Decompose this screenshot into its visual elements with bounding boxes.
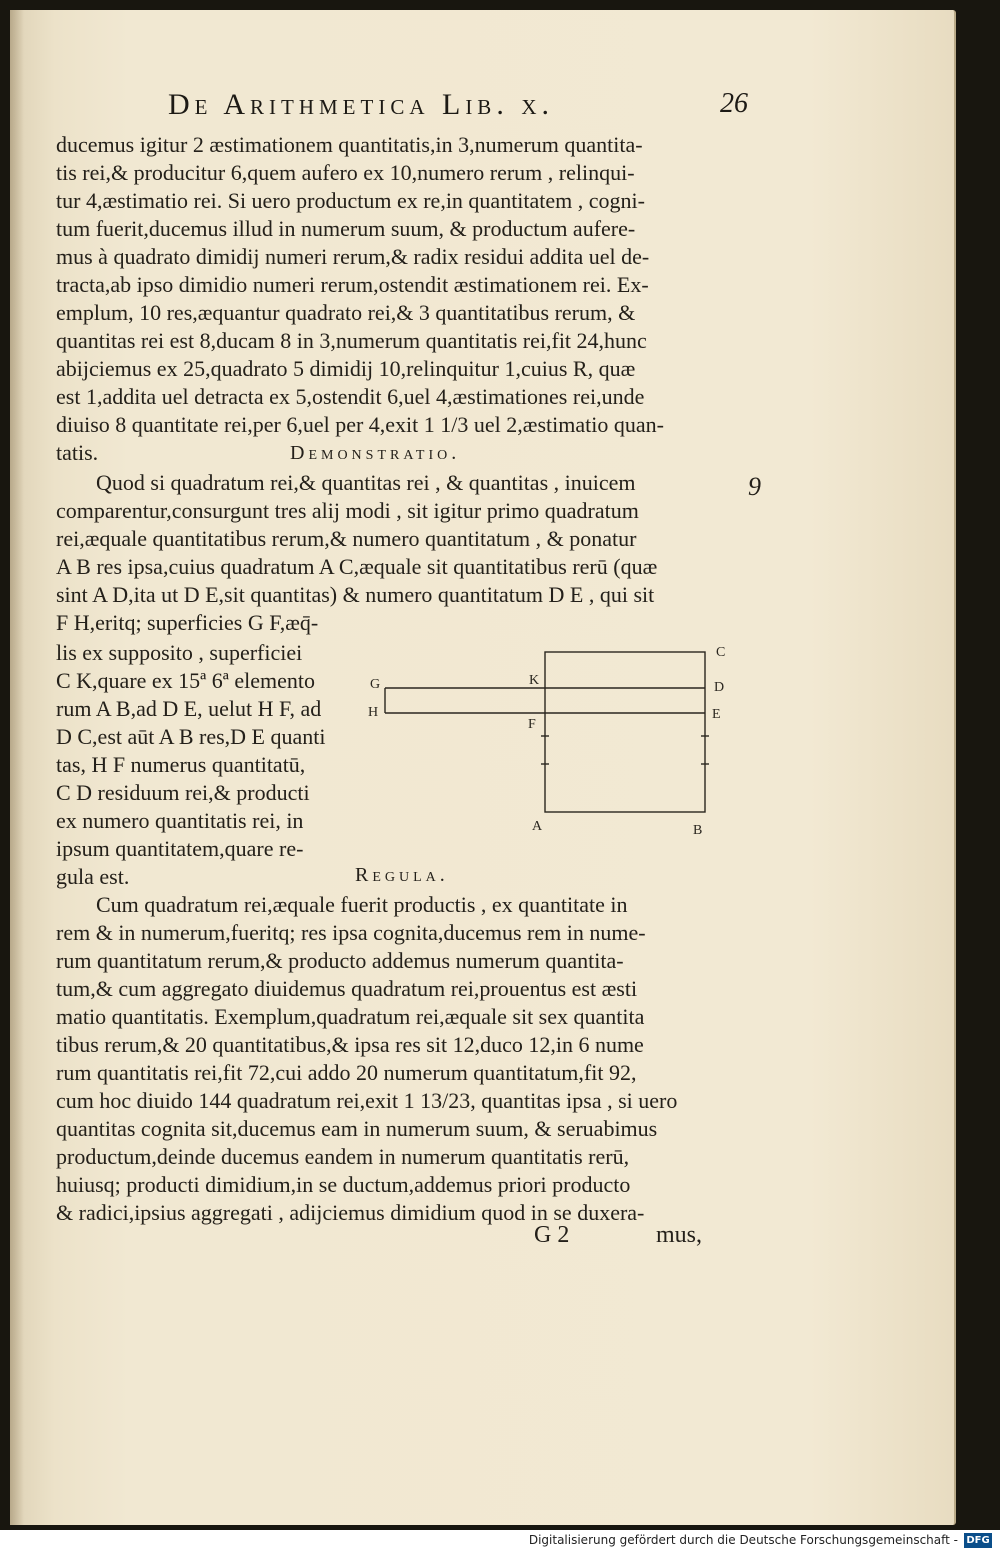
text-line: tracta,ab ipso dimidio numeri rerum,ostendit æstimationem rei. Ex- bbox=[56, 272, 649, 297]
text-line: huiusq; producti dimidium,in se ductum,addemus priori producto bbox=[56, 1172, 631, 1197]
funding-note: Digitalisierung gefördert durch die Deutsche Forschungsgemeinschaft - bbox=[528, 1533, 958, 1547]
text-line: tur 4,æstimatio rei. Si uero productum ex re,in quantitatem , cogni- bbox=[56, 188, 645, 213]
label-f: F bbox=[528, 717, 536, 732]
text-line: gula est. bbox=[56, 864, 130, 889]
text-line: sint A D,ita ut D E,sit quantitas) & numero quantitatum D E , qui sit bbox=[56, 582, 655, 607]
text-line: & radici,ipsius aggregati , adijciemus dimidium quod in se duxera- bbox=[56, 1200, 645, 1225]
text-line: C K,quare ex 15ª 6ª elemento bbox=[56, 668, 315, 693]
catchword: mus, bbox=[656, 1222, 703, 1248]
margin-number: 9 bbox=[748, 472, 761, 501]
text-line: tas, H F numerus quantitatū, bbox=[56, 752, 306, 777]
text-line: rum quantitatis rei,fit 72,cui addo 20 numerum quantitatum,fit 92, bbox=[56, 1060, 637, 1085]
text-line: cum hoc diuido 144 quadratum rei,exit 1 13/23, quantitas ipsa , si uero bbox=[56, 1088, 678, 1113]
text-line: est 1,addita uel detracta ex 5,ostendit 6,uel 4,æstimationes rei,unde bbox=[56, 384, 645, 409]
label-e: E bbox=[712, 707, 721, 722]
label-h: H bbox=[368, 705, 379, 720]
text-line: ipsum quantitatem,quare re- bbox=[56, 836, 304, 861]
dfg-logo: DFG bbox=[964, 1533, 992, 1548]
text-line: F H,eritq; superficies G F,æq̄- bbox=[56, 610, 319, 635]
page-header bbox=[168, 88, 748, 124]
text-line: Quod si quadratum rei,& quantitas rei , & quantitas , inuicem bbox=[96, 470, 636, 495]
text-line: rum A B,ad D E, uelut H F, ad bbox=[56, 696, 322, 721]
section-heading-regula: Regula. bbox=[355, 864, 449, 886]
text-line: diuiso 8 quantitate rei,per 6,uel per 4,exit 1 1/3 uel 2,æstimatio quan- bbox=[56, 412, 664, 437]
text-line: emplum, 10 res,æquantur quadrato rei,& 3 quantitatibus rerum, & bbox=[56, 300, 636, 325]
square-ac bbox=[545, 652, 705, 812]
label-g: G bbox=[370, 677, 381, 692]
text-line: mus à quadrato dimidij numeri rerum,& radix residui addita uel de- bbox=[56, 244, 650, 269]
text-line: A B res ipsa,cuius quadratum A C,æquale sit quantitatibus rerū (quæ bbox=[56, 554, 658, 579]
text-line: rei,æquale quantitatibus rerum,& numero quantitatum , & ponatur bbox=[56, 526, 637, 551]
text-line: D C,est aūt A B res,D E quanti bbox=[56, 724, 326, 749]
label-a: A bbox=[532, 819, 543, 834]
running-head: De Arithmetica Lib. x. bbox=[168, 88, 554, 121]
label-b: B bbox=[693, 823, 703, 838]
text-line: tibus rerum,& 20 quantitatibus,& ipsa res sit 12,duco 12,in 6 nume bbox=[56, 1032, 644, 1057]
text-line: ducemus igitur 2 æstimationem quantitatis,in 3,numerum quantita- bbox=[56, 132, 643, 157]
folio-number: 26 bbox=[720, 88, 748, 119]
text-line: Cum quadratum rei,æquale fuerit productis , ex quantitate in bbox=[96, 892, 628, 917]
geometric-diagram bbox=[360, 636, 760, 846]
text-line: quantitas rei est 8,ducam 8 in 3,numerum quantitatis rei,fit 24,hunc bbox=[56, 328, 647, 353]
text-line: lis ex supposito , superficiei bbox=[56, 640, 303, 665]
funding-footer bbox=[0, 1530, 1000, 1552]
text-line: rum quantitatum rerum,& producto addemus numerum quantita- bbox=[56, 948, 624, 973]
text-line: tis rei,& producitur 6,quem aufero ex 10,numero rerum , relinqui- bbox=[56, 160, 635, 185]
text-line: quantitas cognita sit,ducemus eam in numerum suum, & seruabimus bbox=[56, 1116, 658, 1141]
label-c: C bbox=[716, 645, 726, 660]
text-line: C D residuum rei,& producti bbox=[56, 780, 310, 805]
text-line: tum,& cum aggregato diuidemus quadratum rei,prouentus est æsti bbox=[56, 976, 638, 1001]
section-heading-demonstratio: Demonstratio. bbox=[290, 442, 461, 464]
text-line: tatis. bbox=[56, 440, 99, 465]
label-k: K bbox=[529, 673, 540, 688]
signature-mark: G 2 bbox=[534, 1222, 570, 1248]
text-line: matio quantitatis. Exemplum,quadratum rei,æquale sit sex quantita bbox=[56, 1004, 645, 1029]
text-line: productum,deinde ducemus eandem in numerum quantitatis rerū, bbox=[56, 1144, 630, 1169]
label-d: D bbox=[714, 680, 725, 695]
text-line: comparentur,consurgunt tres alij modi , sit igitur primo quadratum bbox=[56, 498, 639, 523]
text-line: abijciemus ex 25,quadrato 5 dimidij 10,relinquitur 1,cuius R, quæ bbox=[56, 356, 636, 381]
text-line: ex numero quantitatis rei, in bbox=[56, 808, 304, 833]
text-line: rem & in numerum,fueritq; res ipsa cognita,ducemus rem in nume- bbox=[56, 920, 646, 945]
text-line: tum fuerit,ducemus illud in numerum suum, & productum aufere- bbox=[56, 216, 636, 241]
